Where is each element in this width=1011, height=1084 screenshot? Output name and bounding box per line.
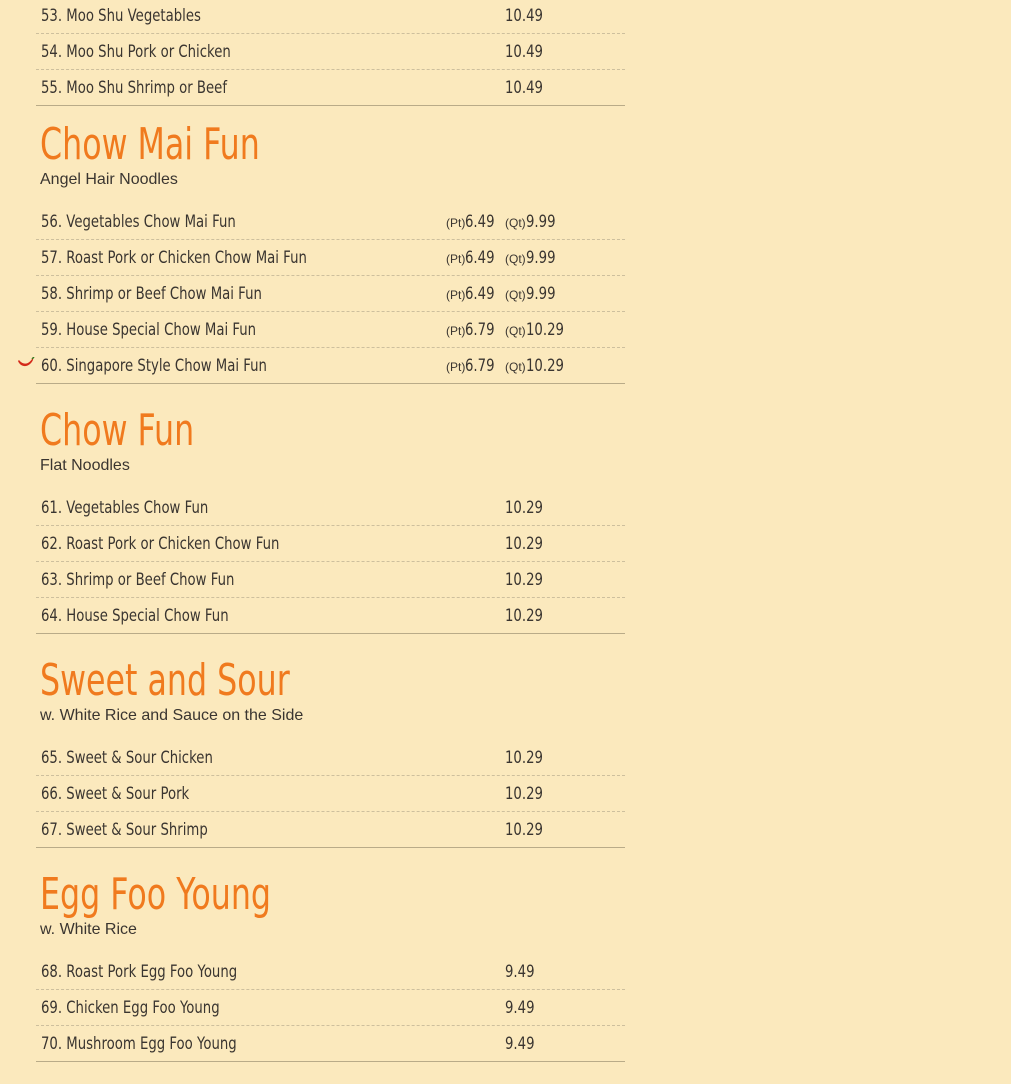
- menu-item-row[interactable]: [36, 740, 625, 776]
- item-name: 70. Mushroom Egg Foo Young: [41, 1034, 237, 1054]
- quart-price: 9.99: [525, 284, 556, 304]
- item-price: 10.29: [505, 534, 543, 554]
- item-name: 66. Sweet & Sour Pork: [41, 784, 190, 804]
- pint-label: (Pt): [446, 324, 466, 338]
- item-name: 68. Roast Pork Egg Foo Young: [41, 962, 238, 982]
- quart-label: (Qt): [505, 252, 526, 266]
- menu-section: [36, 120, 625, 384]
- menu-item-row[interactable]: [36, 490, 625, 526]
- pint-label: (Pt): [446, 360, 466, 374]
- item-name: 61. Vegetables Chow Fun: [41, 498, 209, 518]
- section-subtitle: Angel Hair Noodles: [40, 171, 178, 188]
- section-title: Egg Foo Young: [40, 869, 272, 920]
- pint-price: 6.79: [465, 356, 495, 376]
- item-name: 58. Shrimp or Beef Chow Mai Fun: [41, 284, 262, 304]
- menu-item-row[interactable]: [36, 34, 625, 70]
- menu-item-row[interactable]: [36, 562, 625, 598]
- pint-price: 6.49: [465, 248, 495, 268]
- item-price: 10.29: [505, 784, 543, 804]
- menu-section: [36, 0, 625, 106]
- item-name: 69. Chicken Egg Foo Young: [41, 998, 220, 1018]
- menu-item-row[interactable]: [36, 276, 625, 312]
- menu-list: [36, 0, 625, 1084]
- item-list: [36, 490, 625, 634]
- item-price: 10.49: [505, 42, 543, 62]
- item-name: 65. Sweet & Sour Chicken: [41, 748, 213, 768]
- quart-label: (Qt): [505, 288, 526, 302]
- item-list: [36, 740, 625, 848]
- pint-price: 6.49: [465, 212, 495, 232]
- section-title: Sweet and Sour: [40, 655, 290, 706]
- item-name: 63. Shrimp or Beef Chow Fun: [41, 570, 235, 590]
- item-name: 57. Roast Pork or Chicken Chow Mai Fun: [41, 248, 307, 268]
- item-price: 9.49: [505, 1034, 535, 1054]
- menu-item-row[interactable]: [36, 776, 625, 812]
- menu-item-row[interactable]: [36, 990, 625, 1026]
- menu-item-row[interactable]: [36, 348, 625, 384]
- item-name: 53. Moo Shu Vegetables: [41, 6, 201, 26]
- item-name: 55. Moo Shu Shrimp or Beef: [41, 78, 227, 98]
- section-title: Chow Mai Fun: [40, 119, 260, 170]
- pint-price-group: [446, 212, 503, 232]
- item-list: [36, 0, 625, 106]
- item-price: 10.29: [505, 748, 543, 768]
- item-price: 10.49: [505, 6, 543, 26]
- menu-section: [36, 406, 625, 634]
- pint-price: 6.49: [465, 284, 495, 304]
- quart-label: (Qt): [505, 360, 526, 374]
- item-price: 10.29: [505, 498, 543, 518]
- item-name: 60. Singapore Style Chow Mai Fun: [41, 356, 267, 376]
- quart-price-group: [505, 320, 574, 340]
- menu-item-row[interactable]: [36, 204, 625, 240]
- section-subtitle: w. White Rice and Sauce on the Side: [40, 707, 304, 724]
- quart-label: (Qt): [505, 216, 526, 230]
- section-subtitle: w. White Rice: [40, 921, 137, 938]
- pint-label: (Pt): [446, 216, 466, 230]
- menu-item-row[interactable]: [36, 240, 625, 276]
- item-list: [36, 954, 625, 1062]
- item-list: [36, 204, 625, 384]
- pint-price-group: [446, 248, 503, 268]
- quart-price: 10.29: [525, 356, 564, 376]
- section-title: Chow Fun: [40, 405, 195, 456]
- quart-price: 9.99: [525, 212, 556, 232]
- menu-item-row[interactable]: [36, 954, 625, 990]
- quart-label: (Qt): [505, 324, 526, 338]
- quart-price: 10.29: [525, 320, 564, 340]
- pint-price-group: [446, 356, 503, 376]
- item-name: 59. House Special Chow Mai Fun: [41, 320, 257, 340]
- menu-item-row[interactable]: [36, 812, 625, 848]
- item-name: 56. Vegetables Chow Mai Fun: [41, 212, 236, 232]
- pint-price-group: [446, 320, 503, 340]
- item-name: 64. House Special Chow Fun: [41, 606, 229, 626]
- quart-price-group: [505, 356, 574, 376]
- item-price: 10.29: [505, 570, 543, 590]
- section-subtitle: Flat Noodles: [40, 457, 130, 474]
- pint-price: 6.79: [465, 320, 495, 340]
- item-name: 62. Roast Pork or Chicken Chow Fun: [41, 534, 280, 554]
- pint-label: (Pt): [446, 252, 466, 266]
- item-name: 54. Moo Shu Pork or Chicken: [41, 42, 231, 62]
- menu-section: [36, 870, 625, 1062]
- menu-item-row[interactable]: [36, 1026, 625, 1062]
- menu-item-row[interactable]: [36, 598, 625, 634]
- item-price: 10.29: [505, 820, 543, 840]
- pint-label: (Pt): [446, 288, 466, 302]
- item-name: 67. Sweet & Sour Shrimp: [41, 820, 208, 840]
- item-price: 9.49: [505, 998, 535, 1018]
- item-price: 10.29: [505, 606, 543, 626]
- item-price: 10.49: [505, 78, 543, 98]
- menu-item-row[interactable]: [36, 312, 625, 348]
- quart-price-group: [505, 212, 564, 232]
- menu-item-row[interactable]: [36, 0, 625, 34]
- menu-item-row[interactable]: [36, 526, 625, 562]
- quart-price-group: [505, 248, 564, 268]
- menu-item-row[interactable]: [36, 70, 625, 106]
- item-price: 9.49: [505, 962, 535, 982]
- menu-section: [36, 656, 625, 848]
- quart-price: 9.99: [525, 248, 556, 268]
- quart-price-group: [505, 284, 564, 304]
- hot-pepper-icon: [17, 356, 35, 368]
- pint-price-group: [446, 284, 503, 304]
